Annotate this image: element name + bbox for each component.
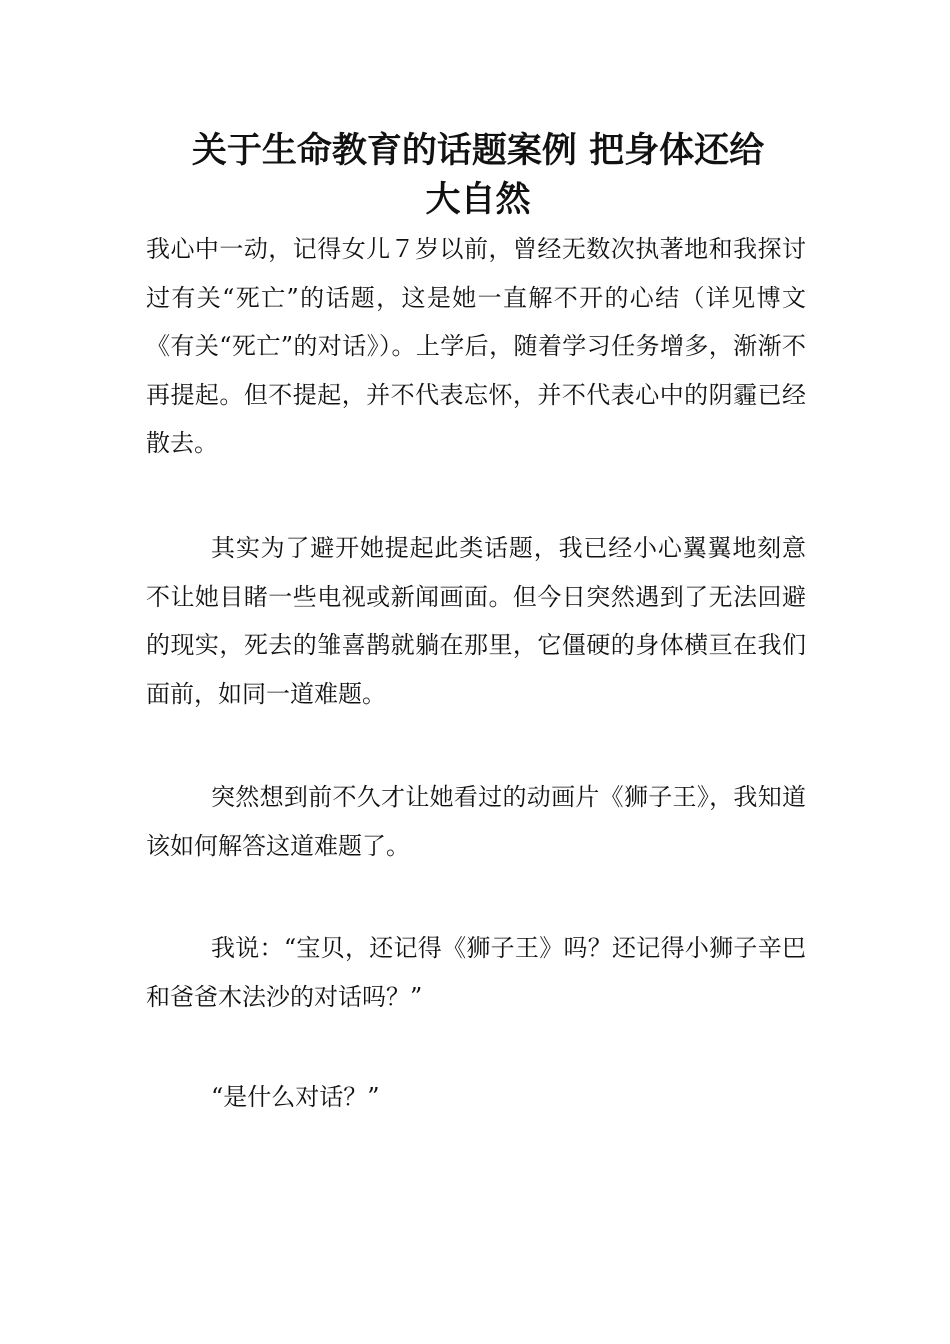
document-title-line-2: 大自然 bbox=[425, 180, 531, 220]
paragraph-3: 突然想到前不久才让她看过的动画片《狮子王》，我知道该如何解答这道难题了。 bbox=[146, 783, 806, 860]
document-title-line-1: 关于生命教育的话题案例 把身体还给 bbox=[191, 131, 765, 171]
paragraph-4: 我说：“宝贝，还记得《狮子王》吗？还记得小狮子辛巴和爸爸木法沙的对话吗？” bbox=[146, 934, 806, 1011]
paragraph-1: 我心中一动，记得女儿７岁以前，曾经无数次执著地和我探讨过有关“死亡”的话题，这是她一直解不开的心结（详见博文《有关“死亡”的对话》）。上学后，随着学习任务增多，渐渐不再提起。但不提起，并不代表忘怀，并不代表心中的阴霾已经散去。 bbox=[146, 235, 806, 457]
paragraph-2: 其实为了避开她提起此类话题，我已经小心翼翼地刻意不让她目睹一些电视或新闻画面。但今日突然遇到了无法回避的现实，死去的雏喜鹊就躺在那里，它僵硬的身体横亘在我们面前，如同一道难题。 bbox=[146, 534, 806, 708]
paragraph-5: “是什么对话？” bbox=[211, 1083, 380, 1111]
